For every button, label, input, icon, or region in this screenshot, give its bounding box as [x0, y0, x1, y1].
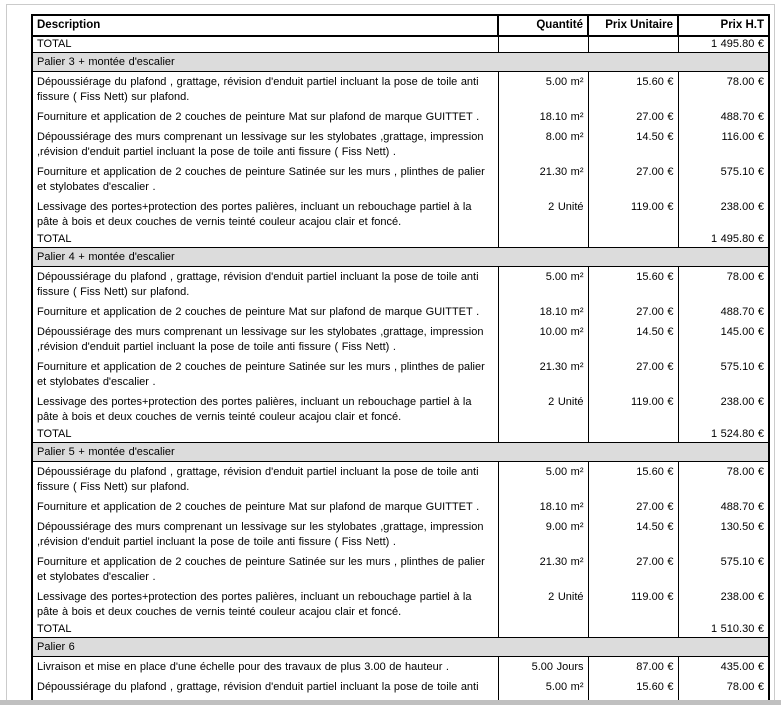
amount-cell: 145.00 € — [678, 322, 769, 357]
unit-price-cell: 15.60 € — [588, 677, 678, 705]
section-header-row — [32, 53, 769, 72]
total-amount-cell: 1 524.80 € — [678, 427, 769, 443]
amount-cell: 116.00 € — [678, 127, 769, 162]
amount-cell: 78.00 € — [678, 462, 769, 498]
section-title-cell: Palier 5 + montée d'escalier — [32, 443, 769, 462]
quantity-cell: 5.00 m² — [498, 72, 588, 108]
amount-cell: 488.70 € — [678, 302, 769, 322]
quantity-cell: 10.00 m² — [498, 322, 588, 357]
quantity-cell: 21.30 m² — [498, 552, 588, 587]
section-header-row — [32, 248, 769, 267]
description-cell: Fourniture et application de 2 couches de peinture Mat sur plafond de marque GUITTET . — [37, 306, 480, 318]
unit-price-cell: 15.60 € — [588, 462, 678, 498]
section-total-row — [32, 622, 769, 638]
amount-cell: 238.00 € — [678, 587, 769, 622]
section-title-cell: Palier 3 + montée d'escalier — [32, 53, 769, 72]
unit-price-cell: 27.00 € — [588, 107, 678, 127]
table-row — [32, 107, 769, 127]
amount-cell: 435.00 € — [678, 657, 769, 678]
page-bottom-edge — [0, 700, 781, 705]
description-cell: Dépoussiérage des murs comprenant un lessivage sur les stylobates ,grattage, impression ,révision d'enduit partiel incluant la pose de toile anti fissure ( Fiss Nett) . — [37, 131, 484, 158]
quantity-cell: 8.00 m² — [498, 127, 588, 162]
table-row — [32, 267, 769, 303]
description-cell: Lessivage des portes+protection des portes palières, incluant un rebouchage partiel à la pâte à bois et deux couches de vernis teinté couleur acajou clair et foncé. — [37, 591, 472, 618]
table-row — [32, 517, 769, 552]
description-cell: Dépoussiérage des murs comprenant un lessivage sur les stylobates ,grattage, impression ,révision d'enduit partiel incluant la pose de toile anti fissure ( Fiss Nett) . — [37, 521, 484, 548]
description-cell: Lessivage des portes+protection des portes palières, incluant un rebouchage partiel à la pâte à bois et deux couches de vernis teinté couleur acajou clair et foncé. — [37, 396, 472, 423]
carryover-total-row — [32, 36, 769, 53]
column-header-quantity: Quantité — [498, 15, 588, 36]
section-title-cell: Palier 4 + montée d'escalier — [32, 248, 769, 267]
empty-cell — [498, 36, 588, 53]
amount-cell: 488.70 € — [678, 497, 769, 517]
section-header-row — [32, 638, 769, 657]
unit-price-cell: 14.50 € — [588, 127, 678, 162]
column-header-unit-price: Prix Unitaire — [588, 15, 678, 36]
quantity-cell: 2 Unité — [498, 392, 588, 427]
header-row — [32, 15, 769, 36]
unit-price-cell: 87.00 € — [588, 657, 678, 678]
table-row — [32, 162, 769, 197]
amount-cell: 238.00 € — [678, 392, 769, 427]
table-row — [32, 462, 769, 498]
empty-cell — [498, 232, 588, 248]
section-total-row — [32, 427, 769, 443]
amount-cell: 78.00 € — [678, 267, 769, 303]
table-row — [32, 302, 769, 322]
total-label-cell: TOTAL — [37, 38, 72, 50]
description-cell: Fourniture et application de 2 couches de peinture Satinée sur les murs , plinthes de palier et stylobates d'escalier . — [37, 556, 485, 583]
table-row — [32, 552, 769, 587]
unit-price-cell: 14.50 € — [588, 517, 678, 552]
table-row — [32, 127, 769, 162]
description-cell: Dépoussiérage des murs comprenant un lessivage sur les stylobates ,grattage, impression ,révision d'enduit partiel incluant la pose de toile anti fissure ( Fiss Nett) . — [37, 326, 484, 353]
unit-price-cell: 27.00 € — [588, 552, 678, 587]
description-cell: Fourniture et application de 2 couches de peinture Mat sur plafond de marque GUITTET . — [37, 501, 480, 513]
table-row — [32, 497, 769, 517]
empty-cell — [588, 427, 678, 443]
table-row — [32, 657, 769, 678]
table-row — [32, 392, 769, 427]
description-cell: Lessivage des portes+protection des portes palières, incluant un rebouchage partiel à la pâte à bois et deux couches de vernis teinté couleur acajou clair et foncé. — [37, 201, 472, 228]
total-amount-cell: 1 495.80 € — [678, 36, 769, 53]
amount-cell: 575.10 € — [678, 552, 769, 587]
amount-cell: 238.00 € — [678, 197, 769, 232]
amount-cell: 78.00 € — [678, 72, 769, 108]
table-row — [32, 72, 769, 108]
total-label-cell: TOTAL — [37, 233, 72, 245]
section-header-row — [32, 443, 769, 462]
unit-price-cell: 27.00 € — [588, 357, 678, 392]
quantity-cell: 21.30 m² — [498, 162, 588, 197]
unit-price-cell: 27.00 € — [588, 497, 678, 517]
quantity-cell: 5.00 m² — [498, 677, 588, 705]
empty-cell — [498, 622, 588, 638]
description-cell: Dépoussiérage du plafond , grattage, révision d'enduit partiel incluant la pose de toile anti fissure ( Fiss Nett) sur plafond. — [37, 76, 479, 103]
unit-price-cell: 14.50 € — [588, 322, 678, 357]
description-cell: Fourniture et application de 2 couches de peinture Satinée sur les murs , plinthes de palier et stylobates d'escalier . — [37, 166, 485, 193]
quantity-cell: 5.00 m² — [498, 462, 588, 498]
amount-cell: 575.10 € — [678, 162, 769, 197]
unit-price-cell: 15.60 € — [588, 72, 678, 108]
total-label-cell: TOTAL — [37, 428, 72, 440]
amount-cell: 575.10 € — [678, 357, 769, 392]
quantity-cell: 21.30 m² — [498, 357, 588, 392]
quantity-cell: 5.00 m² — [498, 267, 588, 303]
total-label-cell: TOTAL — [37, 623, 72, 635]
unit-price-cell: 119.00 € — [588, 197, 678, 232]
quantity-cell: 9.00 m² — [498, 517, 588, 552]
description-cell: Dépoussiérage du plafond , grattage, révision d'enduit partiel incluant la pose de toile anti fissure ( Fiss Nett) sur plafond. — [37, 466, 479, 493]
quantity-cell: 18.10 m² — [498, 497, 588, 517]
quantity-cell: 2 Unité — [498, 197, 588, 232]
document-page — [6, 4, 775, 705]
quantity-cell: 18.10 m² — [498, 107, 588, 127]
column-header-total-price: Prix H.T — [678, 15, 769, 36]
description-cell: Fourniture et application de 2 couches de peinture Mat sur plafond de marque GUITTET . — [37, 111, 480, 123]
quote-table-container — [31, 14, 774, 705]
description-cell: Dépoussiérage du plafond , grattage, révision d'enduit partiel incluant la pose de toile anti fissure ( Fiss Nett) sur plafond. — [37, 271, 479, 298]
amount-cell: 78.00 € — [678, 677, 769, 705]
quote-table — [31, 14, 770, 705]
quantity-cell: 18.10 m² — [498, 302, 588, 322]
section-title-cell: Palier 6 — [32, 638, 769, 657]
unit-price-cell: 119.00 € — [588, 587, 678, 622]
amount-cell: 488.70 € — [678, 107, 769, 127]
amount-cell: 130.50 € — [678, 517, 769, 552]
empty-cell — [498, 427, 588, 443]
unit-price-cell: 119.00 € — [588, 392, 678, 427]
total-amount-cell: 1 495.80 € — [678, 232, 769, 248]
section-total-row — [32, 232, 769, 248]
unit-price-cell: 15.60 € — [588, 267, 678, 303]
unit-price-cell: 27.00 € — [588, 162, 678, 197]
empty-cell — [588, 232, 678, 248]
quantity-cell: 2 Unité — [498, 587, 588, 622]
table-row — [32, 357, 769, 392]
description-cell: Dépoussiérage du plafond , grattage, révision d'enduit partiel incluant la pose de toile anti — [37, 681, 479, 693]
total-amount-cell: 1 510.30 € — [678, 622, 769, 638]
description-cell: Fourniture et application de 2 couches de peinture Satinée sur les murs , plinthes de palier et stylobates d'escalier . — [37, 361, 485, 388]
description-cell: Livraison et mise en place d'une échelle pour des travaux de plus 3.00 de hauteur . — [37, 661, 449, 673]
unit-price-cell: 27.00 € — [588, 302, 678, 322]
empty-cell — [588, 622, 678, 638]
empty-cell — [588, 36, 678, 53]
table-row — [32, 587, 769, 622]
column-header-description: Description — [32, 15, 498, 36]
quantity-cell: 5.00 Jours — [498, 657, 588, 678]
table-row — [32, 197, 769, 232]
table-row — [32, 322, 769, 357]
